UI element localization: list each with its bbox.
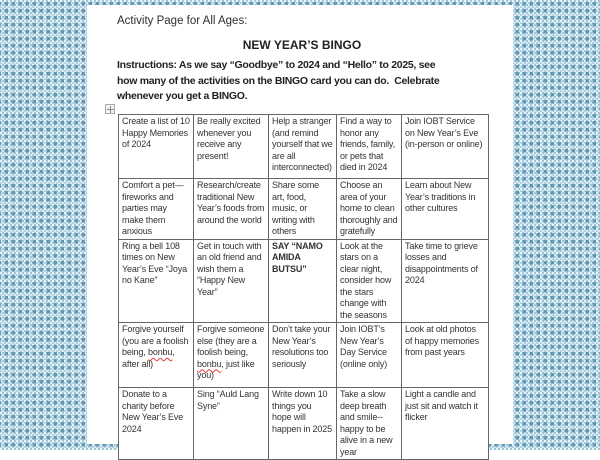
- bingo-cell: Help a stranger (and remind yourself that we are all interconnected): [269, 115, 337, 179]
- bingo-cell: Light a candle and just sit and watch it flicker: [402, 388, 489, 460]
- bingo-cell: Donate to a charity before New Year’s Eve 2024: [119, 388, 194, 460]
- table-move-handle-icon[interactable]: [105, 104, 115, 114]
- bingo-cell: Find a way to honor any friends, family, or pets that died in 2024: [337, 115, 402, 179]
- instructions-line-2: how many of the activities on the BINGO card you can do. Celebrate: [117, 74, 440, 87]
- bingo-cell: Research/create traditional New Year’s foods from around the world: [194, 179, 269, 240]
- bingo-row-5: [119, 388, 489, 460]
- instructions-paragraph: [117, 58, 439, 105]
- bingo-row-4: [119, 323, 489, 388]
- bingo-cell-free-center: SAY “NAMO AMIDA BUTSU”: [269, 239, 337, 323]
- bingo-table: [118, 114, 489, 460]
- misspelled-word: bonbu: [197, 358, 222, 369]
- cell-text: Forgive someone else (they are a foolish being,: [197, 324, 265, 357]
- bingo-row-1: [119, 115, 489, 179]
- bingo-row-3: [119, 239, 489, 323]
- bingo-cell: Look at the stars on a clear night, consider how the stars change with the seasons: [337, 239, 402, 323]
- bingo-cell: Choose an area of your home to clean thoroughly and gratefully: [337, 179, 402, 240]
- instructions-line-1: Instructions: As we say “Goodbye” to 2024 and “Hello” to 2025, see: [117, 59, 436, 71]
- bingo-cell: Sing “Auld Lang Syne”: [194, 388, 269, 460]
- cell-text: , just like you): [197, 358, 255, 380]
- bingo-cell: Be really excited whenever you receive any present!: [194, 115, 269, 179]
- bingo-cell: Get in touch with an old friend and wish them a “Happy New Year”: [194, 239, 269, 323]
- bingo-title: NEW YEAR’S BINGO: [242, 38, 362, 52]
- bingo-cell: Join IOBT Service on New Year’s Eve (in-person or online): [402, 115, 489, 179]
- cell-text: , after all): [122, 347, 175, 369]
- bingo-cell: Don’t take your New Year’s resolutions too seriously: [269, 323, 337, 388]
- page-header: Activity Page for All Ages:: [117, 15, 248, 27]
- bingo-cell: Ring a bell 108 times on New Year’s Eve “Joya no Kane”: [119, 239, 194, 323]
- bingo-cell: Take time to grieve losses and disappointments of 2024: [402, 239, 489, 323]
- document-page: [87, 5, 513, 457]
- bingo-row-2: [119, 179, 489, 240]
- instructions-line-3: whenever you get a BINGO.: [117, 90, 248, 102]
- bingo-cell: Write down 10 things you hope will happen in 2025: [269, 388, 337, 460]
- bingo-cell: Learn about New Year’s traditions in other cultures: [402, 179, 489, 240]
- bingo-cell: [119, 323, 194, 388]
- bingo-cell: [194, 323, 269, 388]
- bingo-cell: Share some art, food, music, or writing with others: [269, 179, 337, 240]
- misspelled-word: bonbu: [147, 347, 173, 357]
- bingo-cell: Look at old photos of happy memories from past years: [402, 323, 489, 388]
- bingo-cell: Comfort a pet—fireworks and parties may make them anxious: [119, 179, 194, 240]
- cell-text: Forgive yourself (you are a foolish being,: [122, 324, 189, 357]
- move-handle-cross-horizontal: [107, 109, 114, 110]
- bingo-cell: Join IOBT’s New Year’s Day Service (online only): [337, 323, 402, 388]
- bingo-cell: Take a slow deep breath and smile--happy to be alive in a new year: [337, 388, 402, 460]
- bingo-cell: Create a list of 10 Happy Memories of 2024: [119, 115, 194, 179]
